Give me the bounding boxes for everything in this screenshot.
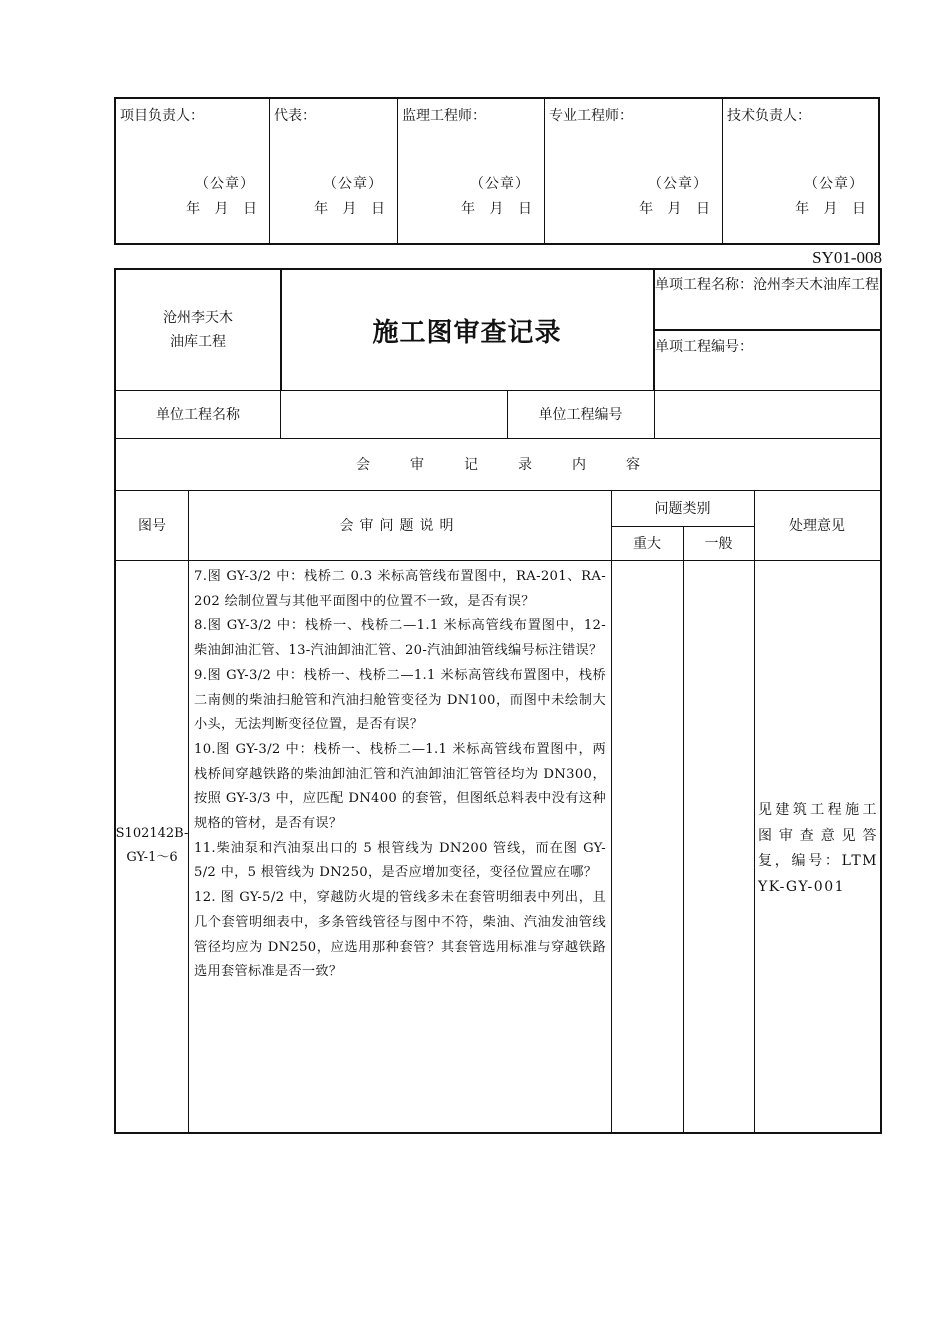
signature-label: 项目负责人： — [120, 108, 204, 124]
seal-text: （公章） — [648, 176, 708, 192]
review-item: 12. 图 GY-5/2 中，穿越防火堤的管线多未在套管明细表中列出，且几个套管明细表中，多条管线管径与图中不符，柴油、汽油发油管线管径均应为 DN250，应选用那种套管？其套管选用标准与穿越铁路选用套管标准是否一致？ — [194, 890, 606, 980]
signature-cell-project-leader — [116, 99, 270, 243]
signature-label: 专业工程师： — [549, 108, 633, 124]
column-header-category: 问题类别 — [654, 501, 711, 517]
signature-label: 代表： — [274, 108, 316, 124]
grid-line — [188, 490, 189, 1132]
signature-cell-technical-leader — [723, 99, 878, 243]
grid-line — [654, 329, 880, 331]
project-number-label: 单项工程编号： — [655, 339, 753, 355]
opinion-cell: 见建筑工程施工图审查意见答复，编号：LTMYK-GY-001 — [758, 802, 878, 895]
company-name — [116, 270, 280, 390]
column-header-opinion: 处理意见 — [789, 518, 845, 534]
seal-text: （公章） — [804, 176, 864, 192]
review-item: 10.图 GY-3/2 中：栈桥一、栈桥二—1.1 米标高管线布置图中，两栈桥间穿越铁路的柴油卸油汇管和汽油卸油汇管管径均为 DN300，按照 GY-3/3 中，应匹配 DN400 的套管，但图纸总料表中没有这种规格的管材，是否有误？ — [194, 741, 606, 832]
signature-label: 监理工程师： — [402, 108, 486, 124]
document-title: 施工图审查记录 — [372, 317, 562, 348]
column-header-general: 一般 — [704, 536, 733, 552]
grid-line — [611, 490, 612, 1132]
figure-number-line-2: GY-1～6 — [126, 850, 178, 865]
date-text: 年 月 日 — [461, 201, 532, 217]
unit-number-value — [654, 390, 880, 438]
date-text: 年 月 日 — [314, 201, 385, 217]
date-text: 年 月 日 — [639, 201, 710, 217]
review-item: 11.柴油泵和汽油泵出口的 5 根管线为 DN200 管线，而在图 GY-5/2 中，5 根管线为 DN250，是否应增加变径，变径位置应在哪？ — [194, 840, 606, 881]
signature-table — [114, 97, 880, 245]
company-line-2: 油库工程 — [170, 334, 226, 350]
figure-number-cell — [116, 560, 188, 1132]
review-items — [194, 565, 606, 985]
seal-text: （公章） — [195, 176, 255, 192]
review-item: 8.图 GY-3/2 中：栈桥一、栈桥二—1.1 米标高管线布置图中，12-柴油卸油汇管、13-汽油卸油汇管、20-汽油卸油管线编号标注错误？ — [194, 618, 606, 659]
signature-cell-supervisor — [398, 99, 545, 243]
column-header-major: 重大 — [633, 536, 661, 552]
unit-name-label: 单位工程名称 — [156, 407, 240, 423]
grid-line — [754, 490, 755, 1132]
section-title: 会审记录内容 — [356, 457, 680, 473]
date-text: 年 月 日 — [186, 201, 257, 217]
grid-line — [683, 526, 684, 1132]
review-item: 9.图 GY-3/2 中：栈桥一、栈桥二—1.1 米标高管线布置图中，栈桥二南侧的柴油扫舱管和汽油扫舱管变径为 DN100，而图中未绘制大小头，无法判断变径位置，是否有误？ — [194, 667, 606, 733]
column-header-description: 会审问题说明 — [339, 518, 460, 534]
column-header-figure-no: 图号 — [138, 518, 166, 534]
figure-number-line-1: S102142B- — [115, 826, 189, 841]
signature-cell-representative — [270, 99, 398, 243]
seal-text: （公章） — [470, 176, 530, 192]
unit-number-label: 单位工程编号 — [538, 407, 623, 423]
date-text: 年 月 日 — [795, 201, 866, 217]
company-line-1: 沧州李天木 — [163, 310, 233, 326]
seal-text: （公章） — [323, 176, 383, 192]
form-code: SY01-008 — [812, 248, 882, 267]
project-name: 单项工程名称：沧州李天木油库工程 — [655, 277, 879, 293]
review-record-table — [114, 268, 882, 1134]
review-item: 7.图 GY-3/2 中：栈桥二 0.3 米标高管线布置图中，RA-201、RA-202 绘制位置与其他平面图中的位置不一致，是否有误？ — [194, 569, 606, 609]
unit-name-value — [280, 390, 507, 438]
grid-line — [116, 560, 880, 561]
signature-cell-specialist — [545, 99, 723, 243]
signature-label: 技术负责人： — [727, 108, 811, 124]
